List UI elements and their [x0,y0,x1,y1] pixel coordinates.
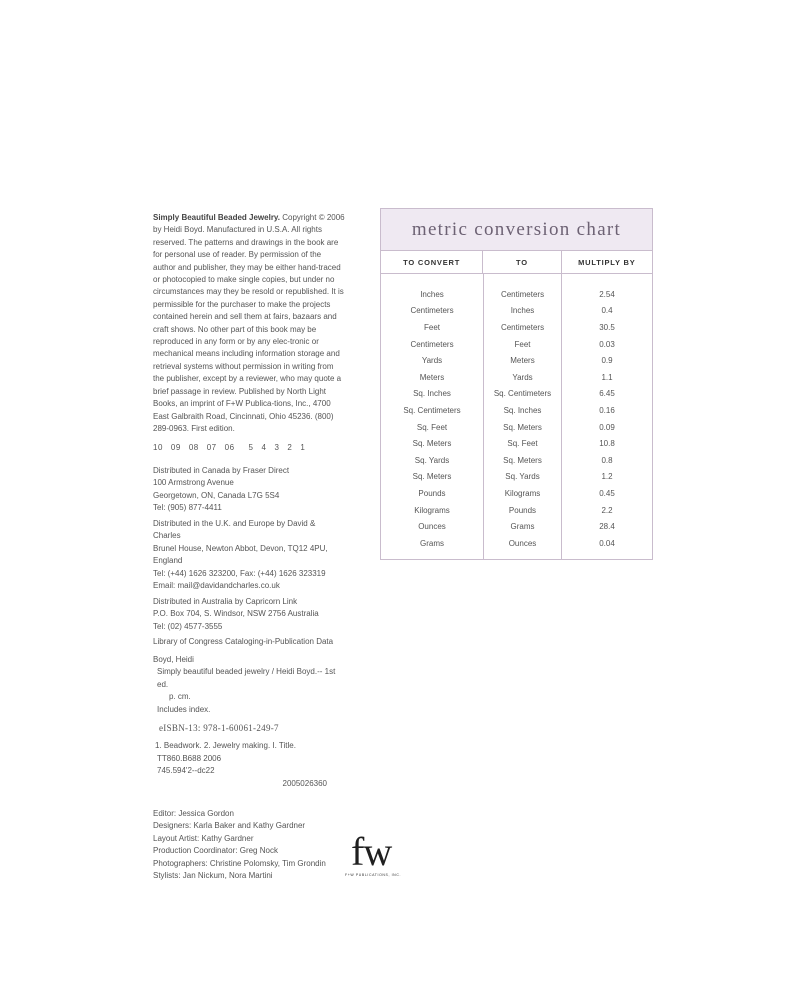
printing-year: 07 [206,443,217,452]
printing-number: 3 [274,443,280,452]
distribution-line: Distributed in the U.K. and Europe by David & Charles [153,519,316,541]
cell-to-unit: Sq. Inches [503,405,542,415]
cell-from-unit: Sq. Meters [412,439,452,449]
distribution-uk [153,518,345,592]
printing-year: 10 [153,443,163,452]
distribution-line: Georgetown, ON, Canada L7G 5S4 [153,490,280,500]
cip-dewey: 745.594'2--dc22 [157,766,215,776]
credit-line: Production Coordinator: Greg Nock [153,846,278,856]
header-to: TO [482,251,560,273]
cip-title: Simply beautiful beaded jewelry / Heidi Boyd.-- 1st ed. [157,667,336,689]
cip-pages: p. cm. [169,692,191,702]
column-to-convert [381,274,483,560]
cell-from-unit: Ounces [418,522,446,532]
cip-index: Includes index. [157,704,211,714]
printing-year: 08 [188,443,199,452]
cell-from-unit: Sq. Inches [413,389,451,399]
printing-number: 4 [261,443,267,452]
credit-line: Photographers: Christine Polomsky, Tim Grondin [153,858,326,868]
copyright-text: Copyright © 2006 by Heidi Boyd. Manufactured in U.S.A. All rights reserved. The patterns and drawings in the book are for personal use of reader. By permission of the author and publisher, they may be either hand-traced or photocopied to make single copies, but under no circumstances may they be resold or republished. It is permissible for the purchaser to make the projects contained herein and sell them at fairs, bazaars and craft shows. No other part of this book may be reproduced in any form or by any elec-tronic or mechanical means including information storage and retrieval systems without permission in writing from the publisher, except by a reviewer, who may quote a brief passage in review. Published by North Light Books, an imprint of F+W Publica-tions, Inc., 4700 East Galbraith Road, Cincinnati, Ohio 45236. (800) 289-0963. First edition. [153,213,345,433]
cell-factor: 2.54 [599,289,615,299]
cell-from-unit: Grams [420,538,444,548]
header-multiply-by: MULTIPLY BY [561,251,652,273]
cell-from-unit: Pounds [418,488,446,498]
distribution-line: Distributed in Canada by Fraser Direct [153,466,290,475]
distribution-line: P.O. Box 704, S. Windsor, NSW 2756 Australia [153,609,319,619]
cell-factor: 0.45 [599,488,615,498]
distribution-canada [153,465,345,515]
distribution-line: 100 Armstrong Avenue [153,478,234,488]
cell-factor: 0.4 [601,306,613,316]
cell-to-unit: Centimeters [500,322,545,332]
cell-to-unit: Yards [512,372,533,382]
chart-header-row [381,251,652,274]
header-to-convert: TO CONVERT [403,257,461,267]
credit-line: Stylists: Jan Nickum, Nora Martini [153,871,273,881]
chart-body [381,274,652,560]
printing-number: 2 [287,443,293,452]
cell-factor: 0.09 [599,422,615,432]
publisher-logo [343,829,402,880]
cell-to-unit: Inches [510,306,535,316]
cell-to-unit: Sq. Meters [503,455,542,465]
column-to [483,274,561,560]
cell-from-unit: Yards [421,356,443,366]
distribution-line: Distributed in Australia by Capricorn Link [153,597,298,606]
book-title: Simply Beautiful Beaded Jewelry. [153,213,281,222]
cell-to-unit: Pounds [508,505,537,515]
cip-call-number: TT860.B688 2006 [157,753,222,763]
printing-line [153,442,345,454]
loc-heading-text: Library of Congress Cataloging-in-Publication Data [153,637,334,646]
cell-to-unit: Ounces [508,538,537,548]
cell-to-unit: Centimeters [500,289,545,299]
cell-factor: 0.9 [601,356,613,366]
column-multiply-by [561,274,652,560]
printing-number: 5 [248,443,254,452]
cell-from-unit: Meters [419,372,445,382]
credit-line: Designers: Karla Baker and Kathy Gardner [153,821,306,831]
cell-factor: 0.03 [599,339,615,349]
cell-to-unit: Sq. Feet [507,439,538,449]
cell-to-unit: Grams [510,522,535,532]
distribution-line: Email: mail@davidandcharles.co.uk [153,581,280,591]
cip-data [153,654,345,790]
cell-factor: 1.2 [601,472,613,482]
cell-from-unit: Centimeters [410,339,454,349]
cell-to-unit: Sq. Centimeters [493,389,552,399]
cip-author: Boyd, Heidi [153,655,194,664]
cell-factor: 10.8 [599,439,615,449]
cell-from-unit: Sq. Centimeters [403,405,461,415]
cell-to-unit: Feet [514,339,531,349]
cell-factor: 0.16 [599,405,615,415]
cell-from-unit: Kilograms [414,505,450,515]
metric-conversion-chart [380,208,653,560]
cell-from-unit: Inches [420,289,444,299]
cell-factor: 0.8 [601,455,613,465]
printing-number: 1 [300,443,306,452]
cell-factor: 1.1 [601,372,613,382]
cip-lccn: 2005026360 [282,778,327,788]
copyright-notice [153,212,345,435]
cell-factor: 6.45 [599,389,615,399]
cell-to-unit: Kilograms [504,488,541,498]
cip-isbn: eISBN-13: 978-1-60061-249-7 [159,723,279,734]
cell-to-unit: Sq. Yards [505,472,540,482]
distribution-line: Brunel House, Newton Abbot, Devon, TQ12 4PU, England [153,543,328,566]
loc-heading [153,636,345,648]
logo-mark: fw [351,829,392,874]
logo-subtitle: F+W PUBLICATIONS, INC. [345,873,402,877]
printing-year: 06 [224,443,235,452]
cell-factor: 28.4 [599,522,615,532]
cell-from-unit: Feet [423,322,440,332]
distribution-line: Tel: (905) 877-4411 [153,503,222,513]
credit-line: Layout Artist: Kathy Gardner [153,833,254,843]
cell-to-unit: Sq. Meters [503,422,542,432]
printing-year: 09 [170,443,181,452]
cell-to-unit: Meters [510,356,535,366]
distribution-australia [153,596,345,633]
cell-from-unit: Sq. Meters [412,472,452,482]
cell-from-unit: Centimeters [410,306,454,316]
cip-subjects: 1. Beadwork. 2. Jewelry making. I. Title. [155,741,296,751]
cell-factor: 30.5 [599,322,615,332]
credits [153,808,345,882]
distribution-line: Tel: (+44) 1626 323200, Fax: (+44) 1626 323319 [153,568,326,578]
cell-from-unit: Sq. Yards [414,455,450,465]
cell-factor: 2.2 [601,505,613,515]
credit-line: Editor: Jessica Gordon [153,809,234,818]
chart-title: metric conversion chart [381,209,652,251]
cell-factor: 0.04 [599,538,615,548]
distribution-line: Tel: (02) 4577-3555 [153,621,223,631]
cell-from-unit: Sq. Feet [416,422,448,432]
